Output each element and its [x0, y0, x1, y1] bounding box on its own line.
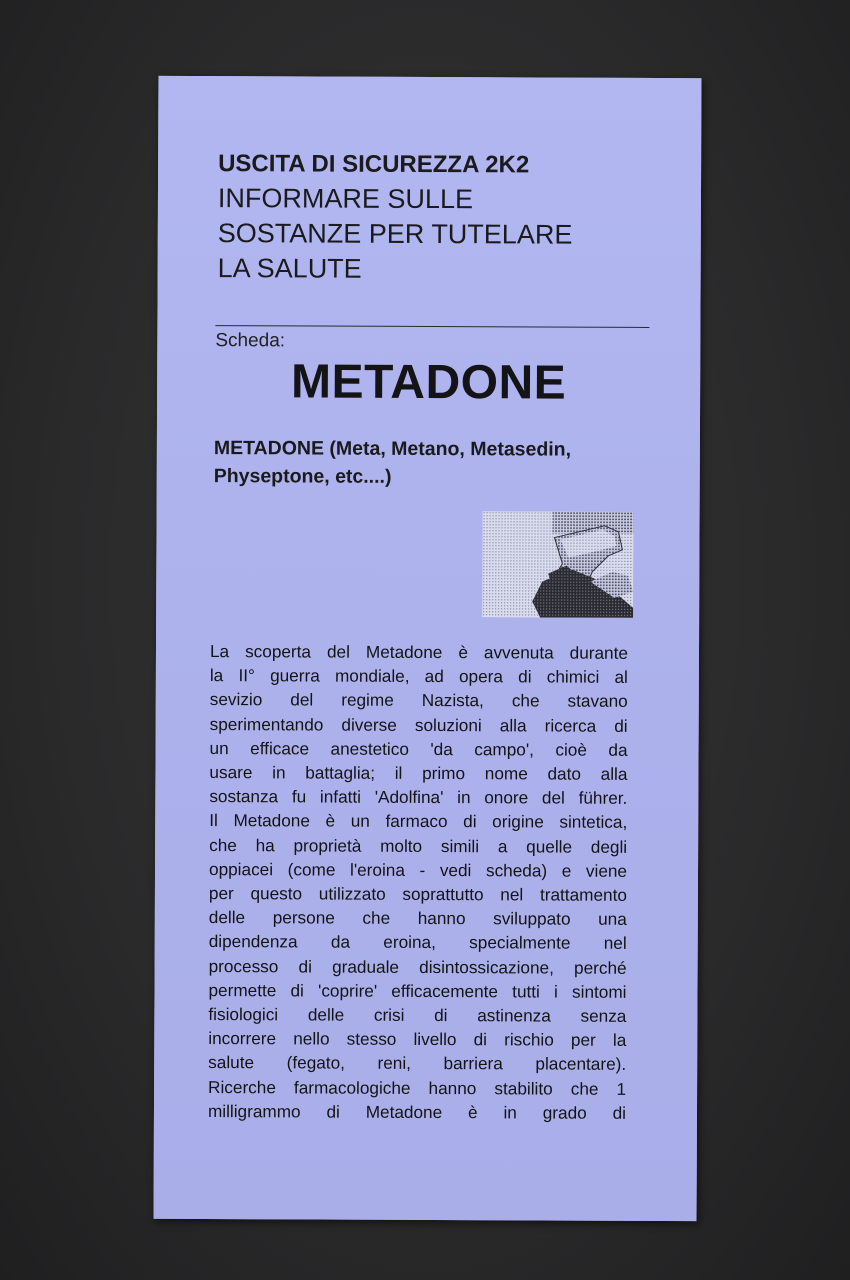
leaflet-header	[218, 146, 649, 288]
body-line-13: dipendenza da eroina, specialmente nel	[208, 931, 627, 954]
body-line-5: un efficace anestetico 'da campo', cioè da	[209, 737, 628, 760]
body-line-2: la II° guerra mondiale, ad opera di chimici al	[209, 665, 628, 688]
substance-aliases-line-2: Physeptone, etc....)	[213, 465, 392, 488]
body-line-15: permette di 'coprire' efficacemente tutti i sintomi	[208, 979, 627, 1002]
body-line-14: processo di graduale disintossicazione, perché	[208, 955, 627, 978]
body-line-17: incorrere nello stesso livello di rischio per la	[208, 1028, 627, 1051]
halftone-illustration	[482, 511, 633, 618]
header-program-title: USCITA DI SICUREZZA 2K2	[218, 150, 530, 179]
body-line-4: sperimentando diverse soluzioni alla ricerca di	[209, 713, 628, 736]
body-line-18: salute (fegato, reni, barriera placentare).	[208, 1052, 627, 1075]
body-line-1: La scoperta del Metadone è avvenuta durante	[209, 641, 629, 663]
body-line-9: che ha proprietà molto simili a quelle degli	[209, 834, 628, 857]
substance-aliases	[214, 434, 634, 492]
header-tagline-line-3: LA SALUTE	[217, 253, 362, 284]
body-text	[208, 639, 628, 1125]
body-line-7: sostanza fu infatti 'Adolfina' in onore del führer.	[209, 786, 628, 809]
header-divider	[215, 325, 649, 328]
body-line-3: sevizio del regime Nazista, che stavano	[209, 689, 628, 712]
body-line-11: per questo utilizzato soprattutto nel trattamento	[208, 883, 627, 905]
body-line-20: milligrammo di Metadone è in grado di	[207, 1100, 627, 1123]
body-line-8: Il Metadone è un farmaco di origine sintetica,	[209, 810, 628, 833]
leaflet-page	[154, 76, 702, 1221]
scheda-label: Scheda:	[215, 330, 286, 352]
header-tagline-line-2: SOSTANZE PER TUTELARE	[217, 218, 573, 250]
body-line-10: oppiacei (come l'eroina - vedi scheda) e viene	[208, 858, 628, 881]
substance-aliases-line-1: METADONE (Meta, Metano, Metasedin,	[213, 437, 572, 461]
body-line-12: delle persone che hanno sviluppato una	[208, 907, 627, 930]
page-title: METADONE	[290, 355, 567, 410]
header-tagline-line-1: INFORMARE SULLE	[217, 183, 474, 215]
body-line-6: usare in battaglia; il primo nome dato alla	[209, 762, 628, 784]
body-line-16: fisiologici delle crisi di astinenza senza	[208, 1004, 627, 1026]
body-line-19: Ricerche farmacologiche hanno stabilito che 1	[208, 1076, 627, 1099]
